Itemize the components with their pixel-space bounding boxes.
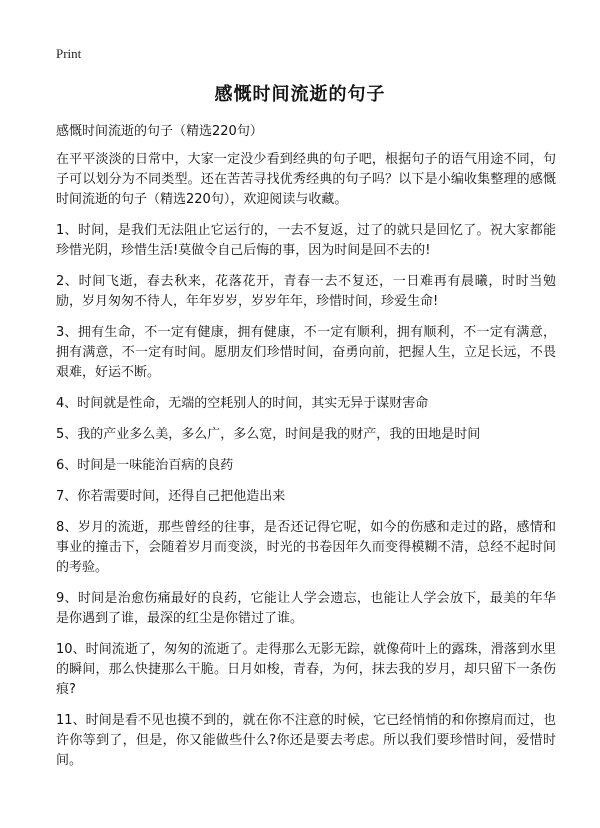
quote-item: 11、时间是看不见也摸不到的，就在你不注意的时候，它已经悄悄的和你擦肩而过，也许你等到了，但是，你又能做些什么?你还是要去考虑。所以我们要珍惜时间，爱惜时间。: [56, 713, 556, 768]
quote-item: 2、时间飞逝，春去秋来，花落花开，青春一去不复还，一日难再有晨曦，时时当勉励，岁月匆匆不待人，年年岁岁，岁岁年年，珍惜时间，珍爱生命!: [56, 274, 556, 309]
quote-item: 7、你若需要时间，还得自己把他造出来: [56, 489, 286, 504]
quote-item: 5、我的产业多么美，多么广，多么宽，时间是我的财产，我的田地是时间: [56, 427, 481, 442]
quote-item: 6、时间是一味能治百病的良药: [56, 458, 234, 473]
article-body: [56, 150, 556, 782]
quote-item: 8、岁月的流逝，那些曾经的往事，是否还记得它呢，如今的伤感和走过的路，感情和事业的撞击下，会随着岁月而变淡，时光的书卷因年久而变得模糊不清，总经不起时间的考验。: [56, 520, 556, 575]
quote-item: 10、时间流逝了，匆匆的流逝了。走得那么无影无踪，就像荷叶上的露珠，滑落到水里的瞬间，那么快捷那么干脆。日月如梭，青春，为何，抹去我的岁月，却只留下一条伤痕?: [56, 642, 556, 697]
document-subtitle: 感慨时间流逝的句子（精选220句）: [56, 124, 263, 139]
intro-paragraph: 在平平淡淡的日常中，大家一定没少看到经典的句子吧，根据句子的语气用途不同，句子可以划分为不同类型。还在苦苦寻找优秀经典的句子吗？以下是小编收集整理的感慨时间流逝的句子（精选220句），欢迎阅读与收藏。: [56, 152, 556, 207]
quote-item: 3、拥有生命，不一定有健康，拥有健康，不一定有顺利，拥有顺利，不一定有满意，拥有满意，不一定有时间。愿朋友们珍惜时间，奋勇向前，把握人生，立足长远，不畏艰难，好运不断。: [56, 325, 556, 380]
quote-item: 4、时间就是性命，无端的空耗别人的时间，其实无异于谋财害命: [56, 396, 429, 411]
document-title: 感慨时间流逝的句子: [214, 84, 386, 105]
quote-item: 9、时间是治愈伤痛最好的良药，它能让人学会遗忘，也能让人学会放下，最美的年华是你遇到了谁，最深的红尘是你错过了谁。: [56, 591, 556, 626]
print-link[interactable]: Print: [56, 46, 82, 61]
quote-item: 1、时间，是我们无法阻止它运行的，一去不复返，过了的就只是回忆了。祝大家都能珍惜光阴，珍惜生活!莫做令自己后悔的事，因为时间是回不去的!: [56, 223, 556, 258]
